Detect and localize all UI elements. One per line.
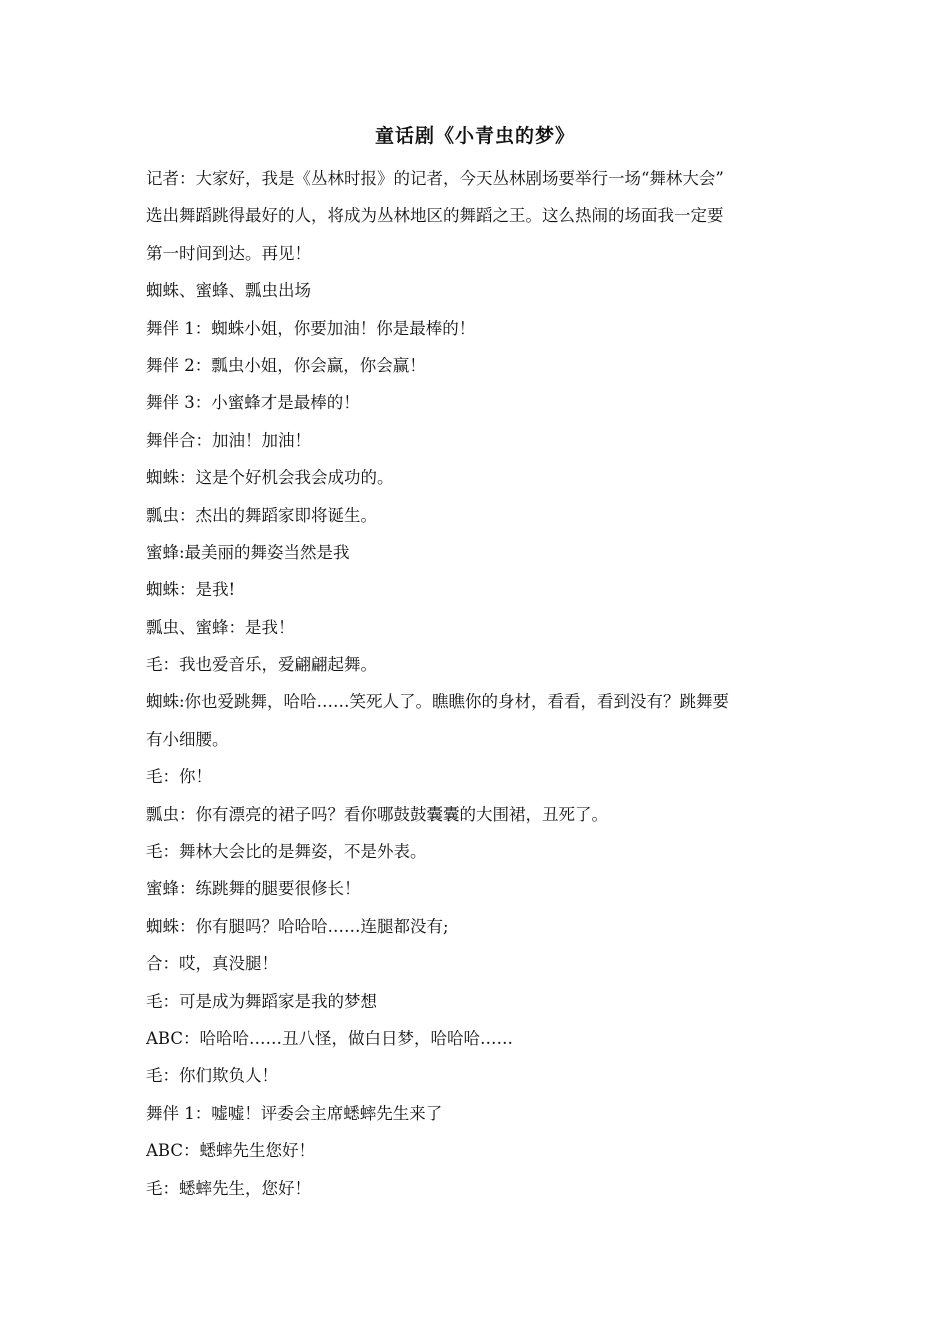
- text-line: 蜜蜂：练跳舞的腿要很修长！: [146, 879, 361, 899]
- text-line: 蜘蛛：是我!: [146, 580, 236, 600]
- text-line: 蜘蛛、蜜蜂、瓢虫出场: [146, 281, 311, 301]
- text-line: 瓢虫：杰出的舞蹈家即将诞生。: [146, 505, 377, 525]
- document-body: [146, 160, 814, 1207]
- text-line: 舞伴 1：蜘蛛小姐，你要加油！你是最棒的！: [146, 318, 476, 338]
- text-line: 毛：可是成为舞蹈家是我的梦想: [146, 991, 377, 1011]
- text-line: 舞伴 1：嘘嘘！评委会主席蟋蟀先生来了: [146, 1103, 443, 1123]
- text-line: 舞伴 3：小蜜蜂才是最棒的！: [146, 393, 360, 413]
- text-line: ABC：哈哈哈……丑八怪，做白日梦，哈哈哈……: [146, 1028, 513, 1048]
- text-line: 毛：舞林大会比的是舞姿，不是外表。: [146, 842, 427, 862]
- text-line: 毛：你们欺负人！: [146, 1066, 278, 1086]
- text-line: 毛：我也爱音乐，爱翩翩起舞。: [146, 655, 377, 675]
- text-line: 选出舞蹈跳得最好的人，将成为丛林地区的舞蹈之王。这么热闹的场面我一定要: [146, 206, 724, 226]
- text-line: 毛：你！: [146, 767, 212, 787]
- text-line: 蜜蜂:最美丽的舞姿当然是我: [146, 542, 350, 562]
- text-line: 蜘蛛:你也爱跳舞，哈哈……笑死人了。瞧瞧你的身材，看看，看到没有？跳舞要: [146, 692, 730, 712]
- text-line: 蜘蛛：这是个好机会我会成功的。: [146, 468, 394, 488]
- text-line: 舞伴 2：瓢虫小姐，你会赢，你会赢！: [146, 355, 426, 375]
- text-line: 合：哎，真没腿！: [146, 954, 278, 974]
- text-line: ABC：蟋蟀先生您好！: [146, 1141, 315, 1161]
- text-line: 瓢虫：你有漂亮的裙子吗？看你哪鼓鼓囊囊的大围裙，丑死了。: [146, 804, 608, 824]
- text-line: 记者：大家好，我是《丛林时报》的记者，今天丛林剧场要举行一场“舞林大会”: [146, 169, 724, 188]
- document-title: 童话剧《小青虫的梦》: [374, 125, 575, 147]
- text-line: 蜘蛛：你有腿吗？哈哈哈……连腿都没有;: [146, 916, 449, 936]
- text-line: 舞伴合：加油！加油！: [146, 430, 311, 450]
- text-line: 第一时间到达。再见！: [146, 243, 311, 263]
- text-line: 瓢虫、蜜蜂：是我！: [146, 617, 295, 637]
- text-line: 有小细腰。: [146, 729, 229, 749]
- text-line: 毛：蟋蟀先生，您好！: [146, 1178, 311, 1198]
